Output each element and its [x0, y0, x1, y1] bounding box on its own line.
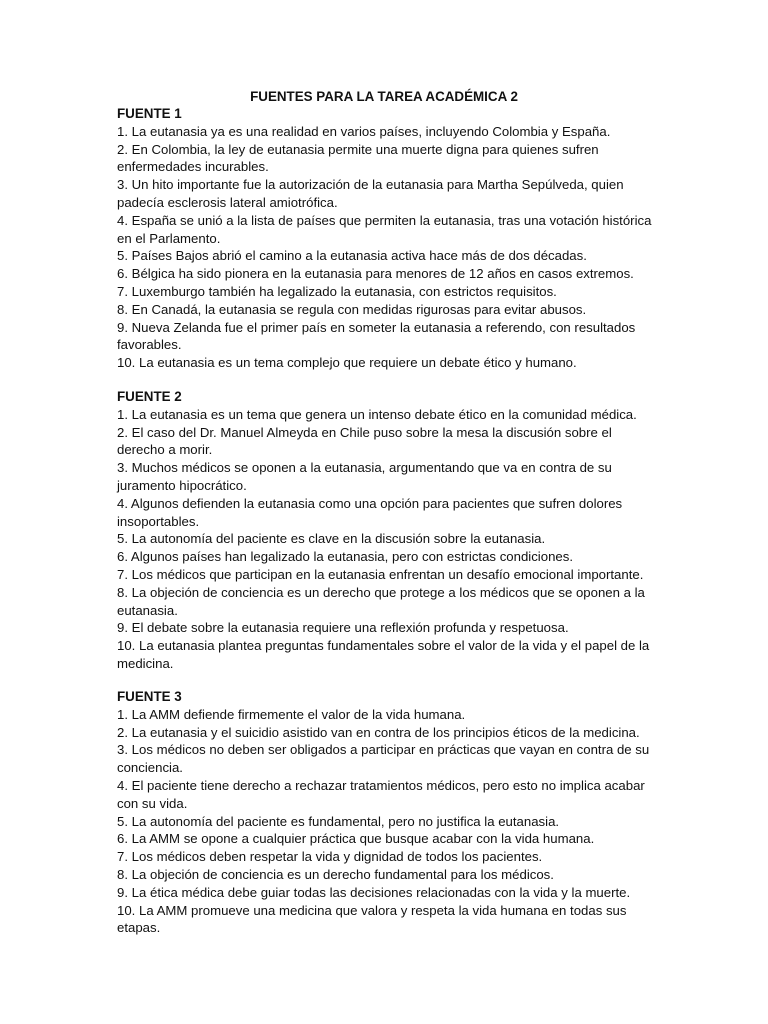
list-item: 6. La AMM se opone a cualquier práctica que busque acabar con la vida humana.: [117, 831, 595, 847]
list-item: 9. El debate sobre la eutanasia requiere una reflexión profunda y respetuosa.: [117, 620, 569, 636]
list-item: 1. La AMM defiende firmemente el valor de la vida humana.: [117, 706, 466, 722]
list-item: 2. El caso del Dr. Manuel Almeyda en Chile puso sobre la mesa la discusión sobre el derecho a morir.: [117, 424, 612, 458]
list-item: 5. Países Bajos abrió el camino a la eutanasia activa hace más de dos décadas.: [117, 248, 587, 264]
list-item: 7. Luxemburgo también ha legalizado la eutanasia, con estrictos requisitos.: [117, 283, 557, 299]
list-item: 1. La eutanasia ya es una realidad en varios países, incluyendo Colombia y España.: [117, 123, 611, 139]
list-item: 4. Algunos defienden la eutanasia como una opción para pacientes que sufren dolores insoportables.: [117, 495, 623, 529]
list-item: 8. En Canadá, la eutanasia se regula con medidas rigurosas para evitar abusos.: [117, 301, 587, 317]
list-item: 8. La objeción de conciencia es un derecho que protege a los médicos que se oponen a la eutanasia.: [117, 584, 645, 618]
list-item: 1. La eutanasia es un tema que genera un intenso debate ético en la comunidad médica.: [117, 406, 637, 422]
source-section-1: [117, 105, 652, 372]
list-item: 4. El paciente tiene derecho a rechazar tratamientos médicos, pero esto no implica acabar con su vida.: [117, 777, 645, 811]
source-section-2: [117, 388, 652, 673]
list-item: 6. Bélgica ha sido pionera en la eutanasia para menores de 12 años en casos extremos.: [117, 266, 634, 282]
list-item: 3. Los médicos no deben ser obligados a participar en prácticas que vayan en contra de su conciencia.: [117, 742, 650, 776]
list-item: 10. La eutanasia plantea preguntas fundamentales sobre el valor de la vida y el papel de la medicina.: [117, 638, 650, 671]
source-list: [117, 706, 652, 937]
list-item: 4. España se unió a la lista de países que permiten la eutanasia, tras una votación histórica en el Parlamento.: [117, 212, 652, 246]
list-item: 2. En Colombia, la ley de eutanasia permite una muerte digna para quienes sufren enfermedades incurables.: [117, 141, 599, 175]
list-item: 10. La eutanasia es un tema complejo que requiere un debate ético y humano.: [117, 355, 577, 371]
list-item: 7. Los médicos que participan en la eutanasia enfrentan un desafío emocional importante.: [117, 566, 644, 582]
list-item: 6. Algunos países han legalizado la eutanasia, pero con estrictas condiciones.: [117, 549, 573, 565]
section-heading: FUENTE 2: [117, 389, 182, 404]
list-item: 10. La AMM promueve una medicina que valora y respeta la vida humana en todas sus etapas.: [117, 902, 627, 936]
document-title: FUENTES PARA LA TAREA ACADÉMICA 2: [250, 89, 518, 104]
source-section-3: [117, 688, 652, 937]
section-heading: FUENTE 1: [117, 106, 182, 121]
list-item: 9. La ética médica debe guiar todas las decisiones relacionadas con la vida y la muerte.: [117, 884, 631, 900]
list-item: 7. Los médicos deben respetar la vida y dignidad de todos los pacientes.: [117, 849, 543, 865]
list-item: 5. La autonomía del paciente es fundamental, pero no justifica la eutanasia.: [117, 813, 560, 829]
list-item: 8. La objeción de conciencia es un derecho fundamental para los médicos.: [117, 866, 554, 882]
source-list: [117, 123, 652, 372]
list-item: 3. Un hito importante fue la autorización de la eutanasia para Martha Sepúlveda, quien padecía esclerosis lateral amiotrófica.: [117, 177, 624, 210]
list-item: 9. Nueva Zelanda fue el primer país en someter la eutanasia a referendo, con resultados favorables.: [117, 319, 636, 353]
section-heading: FUENTE 3: [117, 689, 182, 704]
list-item: 5. La autonomía del paciente es clave en la discusión sobre la eutanasia.: [117, 531, 546, 547]
source-list: [117, 406, 652, 673]
list-item: 2. La eutanasia y el suicidio asistido van en contra de los principios éticos de la medicina.: [117, 724, 640, 740]
list-item: 3. Muchos médicos se oponen a la eutanasia, argumentando que va en contra de su juramento hipocrático.: [117, 460, 612, 493]
